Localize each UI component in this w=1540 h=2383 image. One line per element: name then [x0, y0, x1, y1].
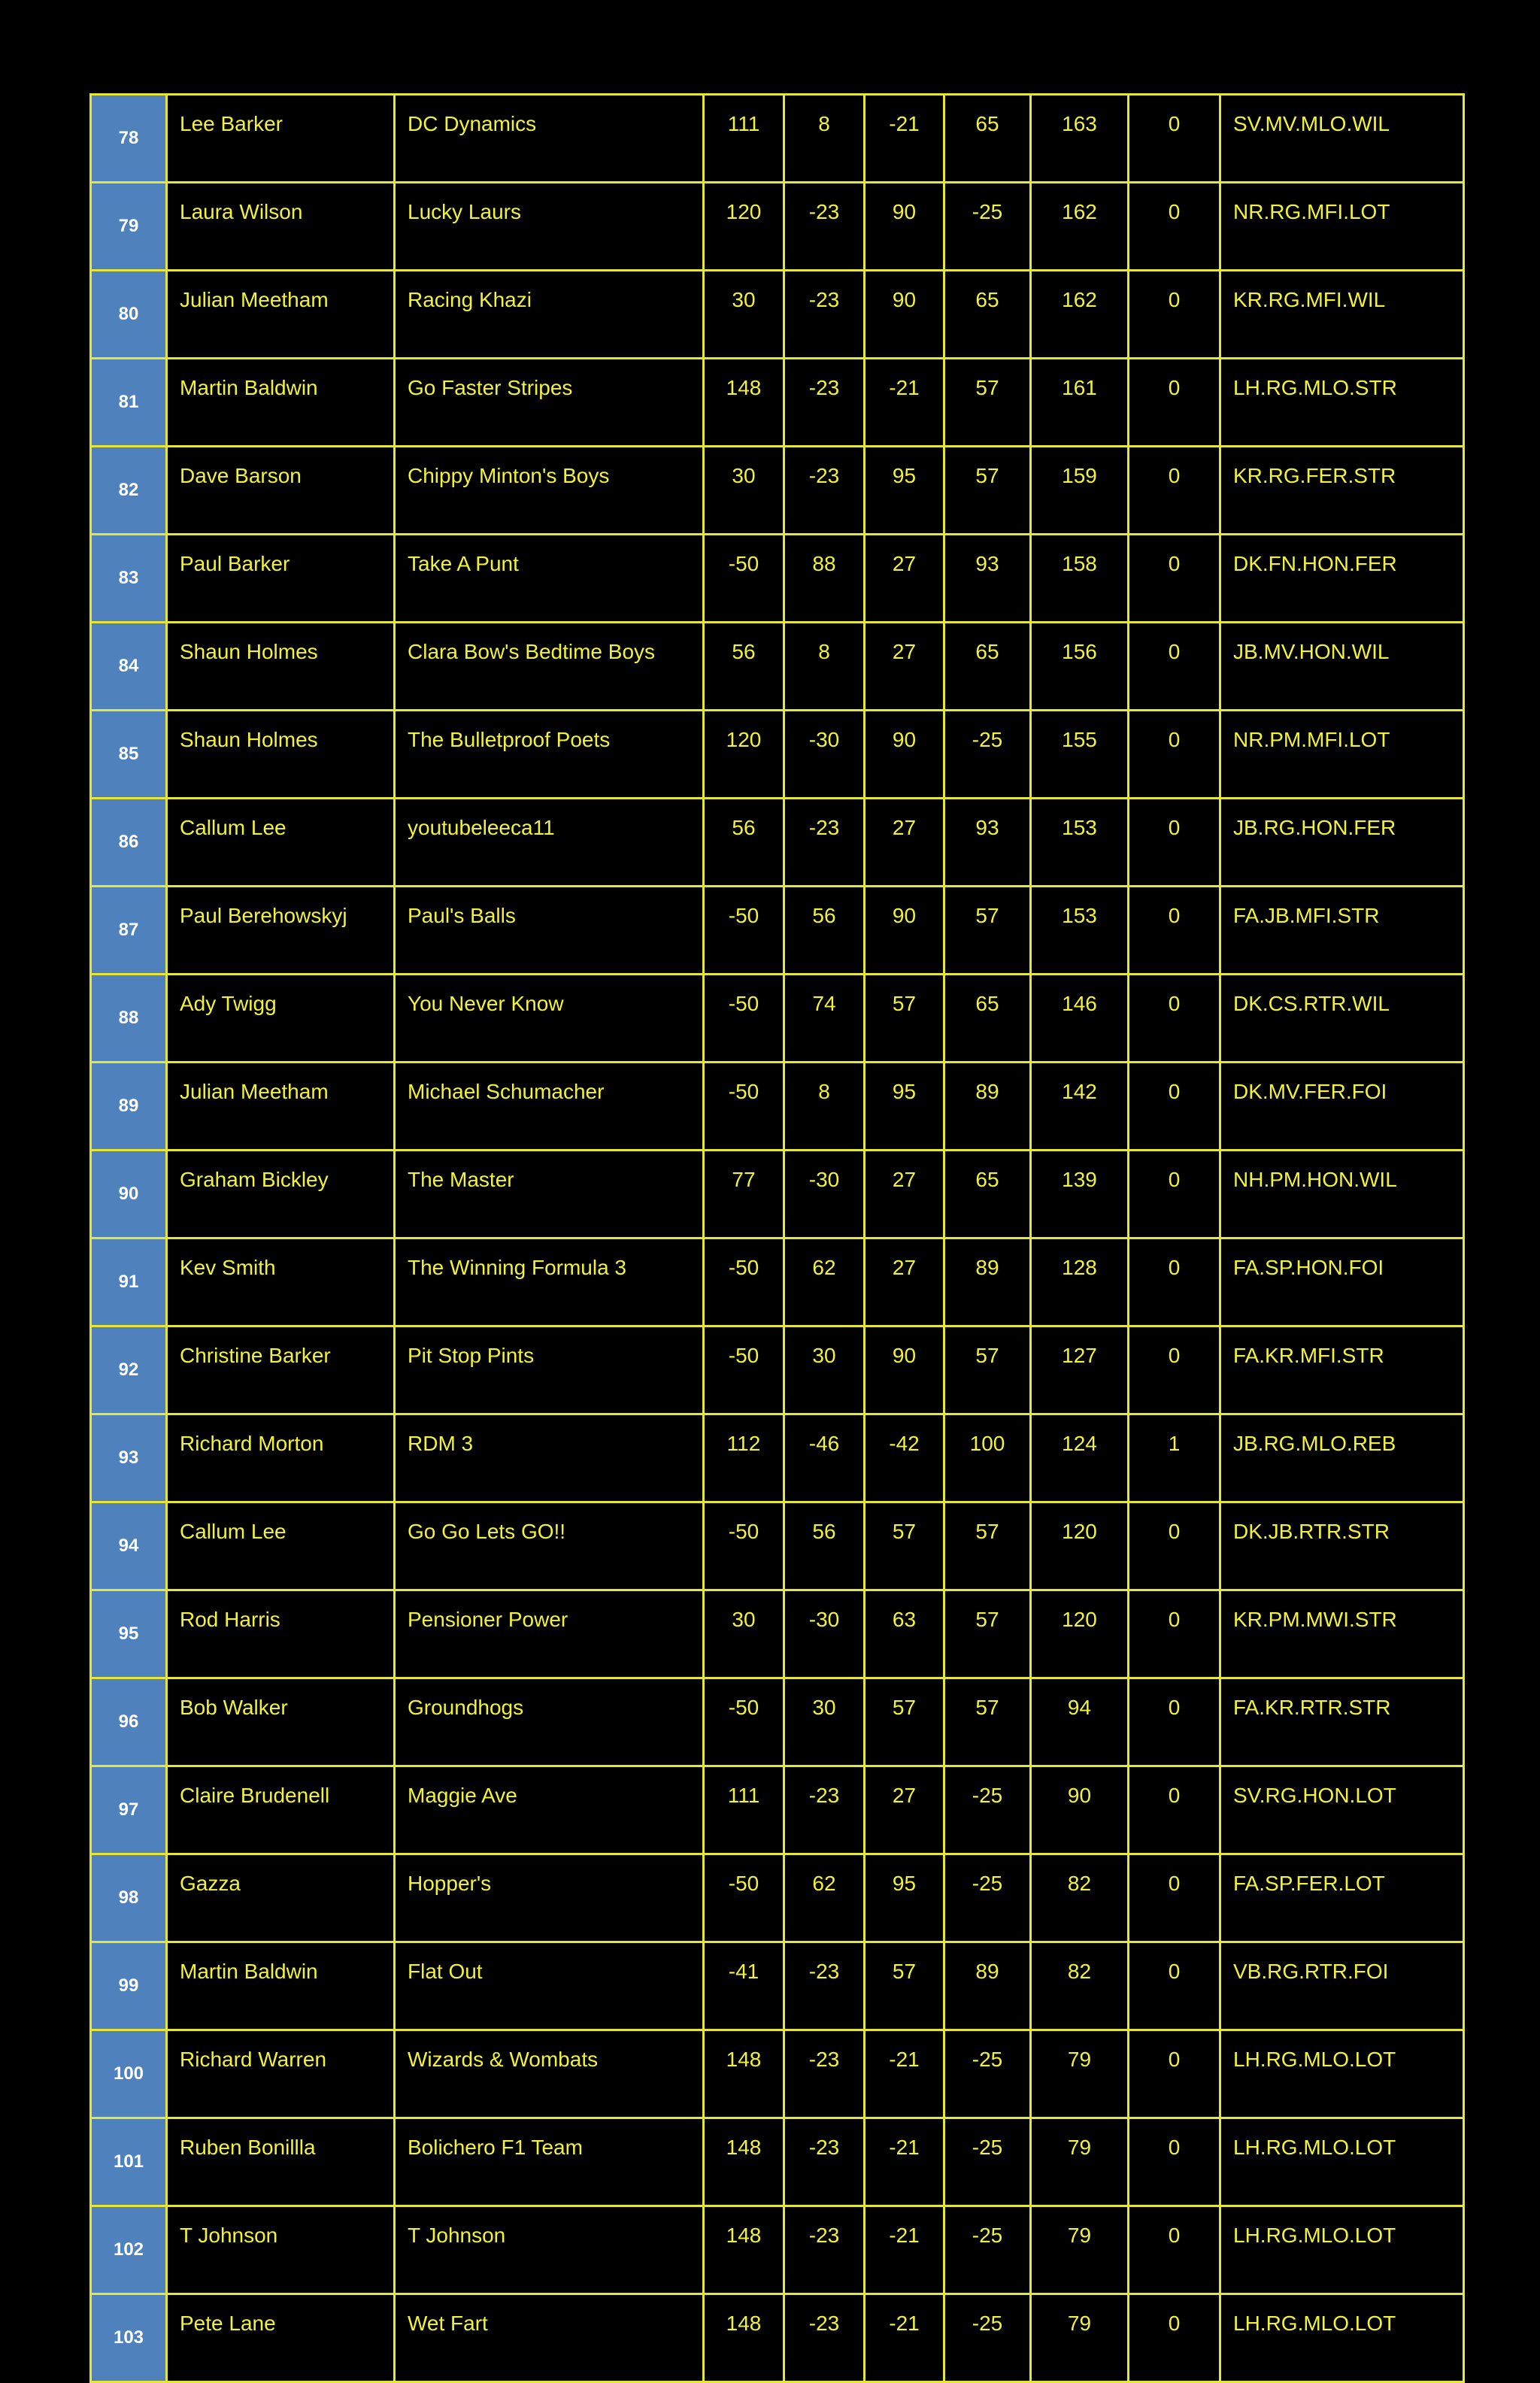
points-cell-1: 112	[704, 1414, 784, 1502]
table-row	[91, 799, 1464, 887]
total-points-cell: 155	[1031, 711, 1129, 799]
player-name-cell: Kev Smith	[167, 1238, 395, 1326]
points-cell-3: 90	[865, 183, 944, 271]
total-points-cell: 161	[1031, 359, 1129, 447]
position-cell: 89	[91, 1063, 167, 1151]
team-name-cell: Groundhogs	[395, 1678, 704, 1766]
points-cell-4: 89	[944, 1063, 1031, 1151]
position-cell: 88	[91, 975, 167, 1063]
table-row	[91, 1414, 1464, 1502]
points-cell-1: 120	[704, 183, 784, 271]
team-name-cell: Go Go Lets GO!!	[395, 1502, 704, 1590]
player-name-cell: Martin Baldwin	[167, 359, 395, 447]
points-cell-2: -23	[784, 2030, 865, 2118]
team-name-cell: Flat Out	[395, 1942, 704, 2030]
points-cell-2: 56	[784, 1502, 865, 1590]
position-cell: 100	[91, 2030, 167, 2118]
points-cell-2: 8	[784, 95, 865, 183]
player-name-cell: Richard Warren	[167, 2030, 395, 2118]
points-cell-4: 65	[944, 1151, 1031, 1238]
points-cell-3: -42	[865, 1414, 944, 1502]
extra-count-cell: 0	[1129, 1854, 1220, 1942]
points-cell-4: -25	[944, 2118, 1031, 2206]
selection-code-cell: LH.RG.MLO.LOT	[1220, 2118, 1464, 2206]
position-cell: 103	[91, 2294, 167, 2382]
team-name-cell: T Johnson	[395, 2206, 704, 2294]
total-points-cell: 128	[1031, 1238, 1129, 1326]
points-cell-3: 95	[865, 447, 944, 535]
total-points-cell: 153	[1031, 799, 1129, 887]
points-cell-2: -23	[784, 1942, 865, 2030]
team-name-cell: Wizards & Wombats	[395, 2030, 704, 2118]
points-cell-1: 77	[704, 1151, 784, 1238]
points-cell-3: 57	[865, 975, 944, 1063]
selection-code-cell: SV.RG.HON.LOT	[1220, 1766, 1464, 1854]
points-cell-1: -50	[704, 1063, 784, 1151]
points-cell-2: -30	[784, 711, 865, 799]
team-name-cell: Bolichero F1 Team	[395, 2118, 704, 2206]
position-cell: 99	[91, 1942, 167, 2030]
points-cell-1: -50	[704, 1502, 784, 1590]
position-cell: 86	[91, 799, 167, 887]
position-cell: 84	[91, 623, 167, 711]
player-name-cell: Claire Brudenell	[167, 1766, 395, 1854]
extra-count-cell: 0	[1129, 623, 1220, 711]
table-row	[91, 1502, 1464, 1590]
extra-count-cell: 0	[1129, 1942, 1220, 2030]
selection-code-cell: KR.PM.MWI.STR	[1220, 1590, 1464, 1678]
points-cell-1: 148	[704, 2206, 784, 2294]
team-name-cell: Maggie Ave	[395, 1766, 704, 1854]
table-row	[91, 711, 1464, 799]
selection-code-cell: DK.JB.RTR.STR	[1220, 1502, 1464, 1590]
table-row	[91, 535, 1464, 623]
selection-code-cell: DK.CS.RTR.WIL	[1220, 975, 1464, 1063]
selection-code-cell: LH.RG.MLO.LOT	[1220, 2206, 1464, 2294]
points-cell-2: 56	[784, 887, 865, 975]
points-cell-2: -30	[784, 1151, 865, 1238]
table-row	[91, 271, 1464, 359]
team-name-cell: Michael Schumacher	[395, 1063, 704, 1151]
total-points-cell: 82	[1031, 1942, 1129, 2030]
points-cell-3: 90	[865, 271, 944, 359]
points-cell-4: 100	[944, 1414, 1031, 1502]
extra-count-cell: 0	[1129, 1502, 1220, 1590]
selection-code-cell: SV.MV.MLO.WIL	[1220, 95, 1464, 183]
points-cell-3: 95	[865, 1063, 944, 1151]
selection-code-cell: DK.FN.HON.FER	[1220, 535, 1464, 623]
table-row	[91, 1854, 1464, 1942]
points-cell-3: 90	[865, 1326, 944, 1414]
table-row	[91, 1766, 1464, 1854]
points-cell-2: 8	[784, 623, 865, 711]
player-name-cell: Ady Twigg	[167, 975, 395, 1063]
total-points-cell: 139	[1031, 1151, 1129, 1238]
points-cell-4: 65	[944, 623, 1031, 711]
position-cell: 102	[91, 2206, 167, 2294]
selection-code-cell: FA.SP.HON.FOI	[1220, 1238, 1464, 1326]
points-cell-3: 27	[865, 1151, 944, 1238]
points-cell-2: 62	[784, 1238, 865, 1326]
selection-code-cell: FA.KR.MFI.STR	[1220, 1326, 1464, 1414]
extra-count-cell: 0	[1129, 1238, 1220, 1326]
points-cell-3: 90	[865, 887, 944, 975]
player-name-cell: Gazza	[167, 1854, 395, 1942]
table-row	[91, 1326, 1464, 1414]
extra-count-cell: 0	[1129, 95, 1220, 183]
total-points-cell: 79	[1031, 2030, 1129, 2118]
team-name-cell: youtubeleeca11	[395, 799, 704, 887]
points-cell-1: 148	[704, 2294, 784, 2382]
extra-count-cell: 0	[1129, 2030, 1220, 2118]
selection-code-cell: KR.RG.FER.STR	[1220, 447, 1464, 535]
points-cell-4: 57	[944, 359, 1031, 447]
extra-count-cell: 0	[1129, 1063, 1220, 1151]
team-name-cell: The Master	[395, 1151, 704, 1238]
table-row	[91, 1063, 1464, 1151]
points-cell-2: 62	[784, 1854, 865, 1942]
points-cell-4: -25	[944, 1854, 1031, 1942]
points-cell-2: -23	[784, 359, 865, 447]
selection-code-cell: DK.MV.FER.FOI	[1220, 1063, 1464, 1151]
points-cell-4: -25	[944, 2206, 1031, 2294]
player-name-cell: Shaun Holmes	[167, 711, 395, 799]
total-points-cell: 162	[1031, 183, 1129, 271]
table-row	[91, 2294, 1464, 2382]
extra-count-cell: 0	[1129, 447, 1220, 535]
team-name-cell: The Bulletproof Poets	[395, 711, 704, 799]
table-row	[91, 183, 1464, 271]
points-cell-1: -50	[704, 1678, 784, 1766]
extra-count-cell: 0	[1129, 2206, 1220, 2294]
extra-count-cell: 0	[1129, 887, 1220, 975]
table-row	[91, 887, 1464, 975]
total-points-cell: 79	[1031, 2294, 1129, 2382]
total-points-cell: 142	[1031, 1063, 1129, 1151]
team-name-cell: Chippy Minton's Boys	[395, 447, 704, 535]
points-cell-4: 65	[944, 975, 1031, 1063]
table-row	[91, 975, 1464, 1063]
total-points-cell: 94	[1031, 1678, 1129, 1766]
position-cell: 82	[91, 447, 167, 535]
points-cell-3: -21	[865, 2206, 944, 2294]
points-cell-2: 30	[784, 1326, 865, 1414]
team-name-cell: Pit Stop Pints	[395, 1326, 704, 1414]
points-cell-2: -23	[784, 183, 865, 271]
points-cell-1: 111	[704, 95, 784, 183]
table-row	[91, 1238, 1464, 1326]
points-cell-2: -23	[784, 447, 865, 535]
points-cell-2: -23	[784, 1766, 865, 1854]
points-cell-4: 57	[944, 1590, 1031, 1678]
selection-code-cell: LH.RG.MLO.LOT	[1220, 2294, 1464, 2382]
total-points-cell: 127	[1031, 1326, 1129, 1414]
position-cell: 95	[91, 1590, 167, 1678]
player-name-cell: Pete Lane	[167, 2294, 395, 2382]
table-row	[91, 447, 1464, 535]
total-points-cell: 124	[1031, 1414, 1129, 1502]
selection-code-cell: JB.MV.HON.WIL	[1220, 623, 1464, 711]
table-row	[91, 2118, 1464, 2206]
total-points-cell: 90	[1031, 1766, 1129, 1854]
points-cell-4: 57	[944, 1678, 1031, 1766]
position-cell: 83	[91, 535, 167, 623]
player-name-cell: Christine Barker	[167, 1326, 395, 1414]
points-cell-3: 27	[865, 799, 944, 887]
points-cell-4: 57	[944, 447, 1031, 535]
points-cell-1: 111	[704, 1766, 784, 1854]
extra-count-cell: 0	[1129, 183, 1220, 271]
extra-count-cell: 1	[1129, 1414, 1220, 1502]
points-cell-2: -23	[784, 2206, 865, 2294]
points-cell-3: -21	[865, 359, 944, 447]
points-cell-1: 148	[704, 2030, 784, 2118]
points-cell-1: -50	[704, 1854, 784, 1942]
points-cell-4: -25	[944, 1766, 1031, 1854]
extra-count-cell: 0	[1129, 271, 1220, 359]
total-points-cell: 156	[1031, 623, 1129, 711]
table-row	[91, 1678, 1464, 1766]
points-cell-1: -50	[704, 1326, 784, 1414]
points-cell-3: 90	[865, 711, 944, 799]
points-cell-4: 93	[944, 535, 1031, 623]
points-cell-2: -23	[784, 2294, 865, 2382]
extra-count-cell: 0	[1129, 711, 1220, 799]
points-cell-4: 89	[944, 1238, 1031, 1326]
points-cell-3: 57	[865, 1678, 944, 1766]
points-cell-3: 57	[865, 1942, 944, 2030]
points-cell-4: 57	[944, 1502, 1031, 1590]
player-name-cell: Paul Barker	[167, 535, 395, 623]
position-cell: 97	[91, 1766, 167, 1854]
selection-code-cell: VB.RG.RTR.FOI	[1220, 1942, 1464, 2030]
player-name-cell: Martin Baldwin	[167, 1942, 395, 2030]
team-name-cell: Pensioner Power	[395, 1590, 704, 1678]
points-cell-4: 57	[944, 887, 1031, 975]
points-cell-4: 93	[944, 799, 1031, 887]
position-cell: 81	[91, 359, 167, 447]
points-cell-4: 65	[944, 95, 1031, 183]
team-name-cell: Clara Bow's Bedtime Boys	[395, 623, 704, 711]
player-name-cell: Dave Barson	[167, 447, 395, 535]
points-cell-3: 27	[865, 535, 944, 623]
position-cell: 93	[91, 1414, 167, 1502]
points-cell-2: -46	[784, 1414, 865, 1502]
selection-code-cell: JB.RG.HON.FER	[1220, 799, 1464, 887]
points-cell-4: -25	[944, 2294, 1031, 2382]
player-name-cell: Callum Lee	[167, 1502, 395, 1590]
points-cell-3: -21	[865, 95, 944, 183]
points-cell-3: -21	[865, 2118, 944, 2206]
position-cell: 92	[91, 1326, 167, 1414]
table-row	[91, 2030, 1464, 2118]
points-cell-4: 89	[944, 1942, 1031, 2030]
extra-count-cell: 0	[1129, 2294, 1220, 2382]
team-name-cell: The Winning Formula 3	[395, 1238, 704, 1326]
extra-count-cell: 0	[1129, 975, 1220, 1063]
team-name-cell: DC Dynamics	[395, 95, 704, 183]
points-cell-1: 56	[704, 799, 784, 887]
selection-code-cell: JB.RG.MLO.REB	[1220, 1414, 1464, 1502]
points-cell-1: -50	[704, 887, 784, 975]
extra-count-cell: 0	[1129, 1326, 1220, 1414]
team-name-cell: You Never Know	[395, 975, 704, 1063]
player-name-cell: Bob Walker	[167, 1678, 395, 1766]
team-name-cell: Go Faster Stripes	[395, 359, 704, 447]
extra-count-cell: 0	[1129, 535, 1220, 623]
position-cell: 78	[91, 95, 167, 183]
selection-code-cell: FA.SP.FER.LOT	[1220, 1854, 1464, 1942]
points-cell-3: 27	[865, 623, 944, 711]
total-points-cell: 120	[1031, 1590, 1129, 1678]
player-name-cell: Shaun Holmes	[167, 623, 395, 711]
total-points-cell: 159	[1031, 447, 1129, 535]
total-points-cell: 79	[1031, 2118, 1129, 2206]
total-points-cell: 163	[1031, 95, 1129, 183]
position-cell: 85	[91, 711, 167, 799]
player-name-cell: T Johnson	[167, 2206, 395, 2294]
player-name-cell: Richard Morton	[167, 1414, 395, 1502]
total-points-cell: 79	[1031, 2206, 1129, 2294]
points-cell-1: -50	[704, 1238, 784, 1326]
points-cell-1: -50	[704, 975, 784, 1063]
points-cell-1: 148	[704, 2118, 784, 2206]
table-row	[91, 1151, 1464, 1238]
table-row	[91, 1590, 1464, 1678]
points-cell-3: 57	[865, 1502, 944, 1590]
selection-code-cell: NR.RG.MFI.LOT	[1220, 183, 1464, 271]
position-cell: 101	[91, 2118, 167, 2206]
points-cell-4: 57	[944, 1326, 1031, 1414]
player-name-cell: Julian Meetham	[167, 1063, 395, 1151]
selection-code-cell: NR.PM.MFI.LOT	[1220, 711, 1464, 799]
position-cell: 91	[91, 1238, 167, 1326]
points-cell-4: -25	[944, 711, 1031, 799]
standings-rows	[91, 95, 1464, 2382]
points-cell-1: 148	[704, 359, 784, 447]
total-points-cell: 82	[1031, 1854, 1129, 1942]
points-cell-1: -41	[704, 1942, 784, 2030]
total-points-cell: 120	[1031, 1502, 1129, 1590]
points-cell-3: -21	[865, 2030, 944, 2118]
points-cell-3: 27	[865, 1238, 944, 1326]
position-cell: 90	[91, 1151, 167, 1238]
selection-code-cell: LH.RG.MLO.STR	[1220, 359, 1464, 447]
table-row	[91, 623, 1464, 711]
points-cell-4: 65	[944, 271, 1031, 359]
points-cell-1: 56	[704, 623, 784, 711]
points-cell-1: 30	[704, 271, 784, 359]
team-name-cell: Racing Khazi	[395, 271, 704, 359]
selection-code-cell: KR.RG.MFI.WIL	[1220, 271, 1464, 359]
position-cell: 79	[91, 183, 167, 271]
points-cell-1: 30	[704, 447, 784, 535]
position-cell: 98	[91, 1854, 167, 1942]
points-cell-2: 88	[784, 535, 865, 623]
points-cell-2: -23	[784, 2118, 865, 2206]
points-cell-1: -50	[704, 535, 784, 623]
table-row	[91, 95, 1464, 183]
team-name-cell: Lucky Laurs	[395, 183, 704, 271]
standings-table	[89, 93, 1465, 2383]
points-cell-4: -25	[944, 2030, 1031, 2118]
position-cell: 87	[91, 887, 167, 975]
extra-count-cell: 0	[1129, 1590, 1220, 1678]
extra-count-cell: 0	[1129, 1766, 1220, 1854]
points-cell-3: 95	[865, 1854, 944, 1942]
player-name-cell: Julian Meetham	[167, 271, 395, 359]
points-cell-2: 74	[784, 975, 865, 1063]
points-cell-2: -23	[784, 271, 865, 359]
player-name-cell: Laura Wilson	[167, 183, 395, 271]
table-row	[91, 2206, 1464, 2294]
table-row	[91, 1942, 1464, 2030]
player-name-cell: Callum Lee	[167, 799, 395, 887]
position-cell: 94	[91, 1502, 167, 1590]
total-points-cell: 146	[1031, 975, 1129, 1063]
points-cell-3: 63	[865, 1590, 944, 1678]
team-name-cell: Take A Punt	[395, 535, 704, 623]
team-name-cell: Wet Fart	[395, 2294, 704, 2382]
selection-code-cell: FA.JB.MFI.STR	[1220, 887, 1464, 975]
selection-code-cell: FA.KR.RTR.STR	[1220, 1678, 1464, 1766]
points-cell-4: -25	[944, 183, 1031, 271]
points-cell-2: -23	[784, 799, 865, 887]
total-points-cell: 162	[1031, 271, 1129, 359]
points-cell-1: 120	[704, 711, 784, 799]
points-cell-1: 30	[704, 1590, 784, 1678]
table-row	[91, 359, 1464, 447]
total-points-cell: 153	[1031, 887, 1129, 975]
player-name-cell: Lee Barker	[167, 95, 395, 183]
points-cell-3: -21	[865, 2294, 944, 2382]
extra-count-cell: 0	[1129, 2118, 1220, 2206]
extra-count-cell: 0	[1129, 1151, 1220, 1238]
player-name-cell: Paul Berehowskyj	[167, 887, 395, 975]
points-cell-2: -30	[784, 1590, 865, 1678]
points-cell-3: 27	[865, 1766, 944, 1854]
total-points-cell: 158	[1031, 535, 1129, 623]
extra-count-cell: 0	[1129, 1678, 1220, 1766]
position-cell: 80	[91, 271, 167, 359]
team-name-cell: Paul's Balls	[395, 887, 704, 975]
selection-code-cell: LH.RG.MLO.LOT	[1220, 2030, 1464, 2118]
selection-code-cell: NH.PM.HON.WIL	[1220, 1151, 1464, 1238]
team-name-cell: Hopper's	[395, 1854, 704, 1942]
player-name-cell: Ruben Bonillla	[167, 2118, 395, 2206]
points-cell-2: 30	[784, 1678, 865, 1766]
player-name-cell: Graham Bickley	[167, 1151, 395, 1238]
extra-count-cell: 0	[1129, 359, 1220, 447]
extra-count-cell: 0	[1129, 799, 1220, 887]
team-name-cell: RDM 3	[395, 1414, 704, 1502]
position-cell: 96	[91, 1678, 167, 1766]
points-cell-2: 8	[784, 1063, 865, 1151]
player-name-cell: Rod Harris	[167, 1590, 395, 1678]
